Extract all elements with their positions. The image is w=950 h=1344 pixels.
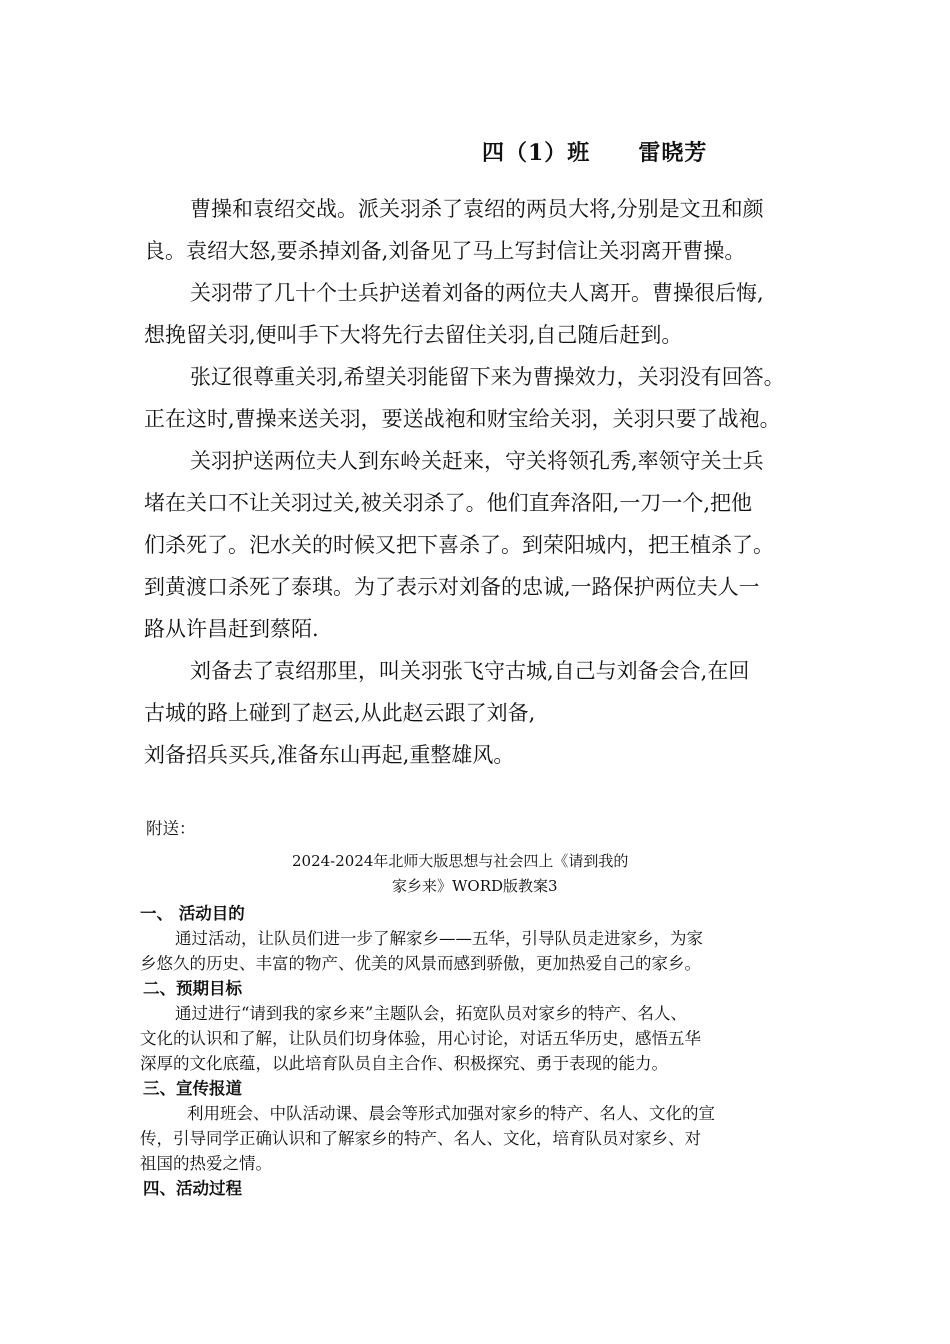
story-line: 想挽留关羽,便叫手下大将先行去留住关羽,自己随后赶到。 xyxy=(144,323,683,347)
class-label: 四（1）班 xyxy=(482,140,591,166)
byline xyxy=(482,136,707,167)
section-heading: 四、活动过程 xyxy=(143,1179,242,1198)
plan-line: 通过活动，让队员们进一步了解家乡——五华，引导队员走进家乡，为家 xyxy=(175,929,703,948)
plan-line: 乡悠久的历史、丰富的物产、优美的风景而感到骄傲，更加热爱自己的家乡。 xyxy=(140,954,701,973)
story-line: 们杀死了。汜水关的时候又把下喜杀了。到荣阳城内，把王植杀了。 xyxy=(144,533,774,557)
story-line: 刘备招兵买兵,准备东山再起,重整雄风。 xyxy=(144,743,515,767)
story-line: 张辽很尊重关羽,希望关羽能留下来为曹操效力，关羽没有回答。 xyxy=(190,365,785,389)
story-line: 正在这时,曹操来送关羽，要送战袍和财宝给关羽，关羽只要了战袍。 xyxy=(144,407,781,431)
story-line: 关羽护送两位夫人到东岭关赶来，守关将领孔秀,率领守关士兵 xyxy=(190,449,764,473)
plan-title-line: 2024-2024年北师大版思想与社会四上《请到我的 xyxy=(292,852,629,870)
story-line: 堵在关口不让关羽过关,被关羽杀了。他们直奔洛阳,一刀一个,把他 xyxy=(144,491,753,515)
story-line: 路从许昌赶到蔡陌. xyxy=(144,617,319,641)
plan-line: 文化的认识和了解，让队员们切身体验，用心讨论，对话五华历史，感悟五华 xyxy=(140,1029,701,1048)
plan-line: 传，引导同学正确认识和了解家乡的特产、名人、文化，培育队员对家乡、对 xyxy=(140,1129,701,1148)
story-line: 关羽带了几十个士兵护送着刘备的两位夫人离开。曹操很后悔, xyxy=(190,281,764,305)
plan-line: 祖国的热爱之情。 xyxy=(140,1154,272,1173)
story-line: 刘备去了袁绍那里，叫关羽张飞守古城,自己与刘备会合,在回 xyxy=(190,659,750,683)
plan-line: 深厚的文化底蕴，以此培育队员自主合作、积极探究、勇于表现的能力。 xyxy=(140,1054,668,1073)
section-heading: 一、 活动目的 xyxy=(140,904,245,923)
section-heading: 二、预期目标 xyxy=(143,979,242,998)
plan-title-line: 家乡来》WORD版教案3 xyxy=(392,877,558,895)
plan-line: 利用班会、中队活动课、晨会等形式加强对家乡的特产、名人、文化的宣 xyxy=(187,1104,715,1123)
story-line: 到黄渡口杀死了泰琪。为了表示对刘备的忠诚,一路保护两位夫人一 xyxy=(144,575,760,599)
author-name: 雷晓芳 xyxy=(638,140,708,166)
story-line: 曹操和袁绍交战。派关羽杀了袁绍的两员大将,分别是文丑和颜 xyxy=(190,197,764,221)
plan-line: 通过进行“请到我的家乡来”主题队会，拓宽队员对家乡的特产、名人、 xyxy=(175,1004,687,1023)
section-heading: 三、宣传报道 xyxy=(143,1079,242,1098)
story-line: 良。袁绍大怒,要杀掉刘备,刘备见了马上写封信让关羽离开曹操。 xyxy=(144,239,746,263)
story-line: 古城的路上碰到了赵云,从此赵云跟了刘备, xyxy=(144,701,536,725)
appendix-label: 附送： xyxy=(146,819,196,838)
